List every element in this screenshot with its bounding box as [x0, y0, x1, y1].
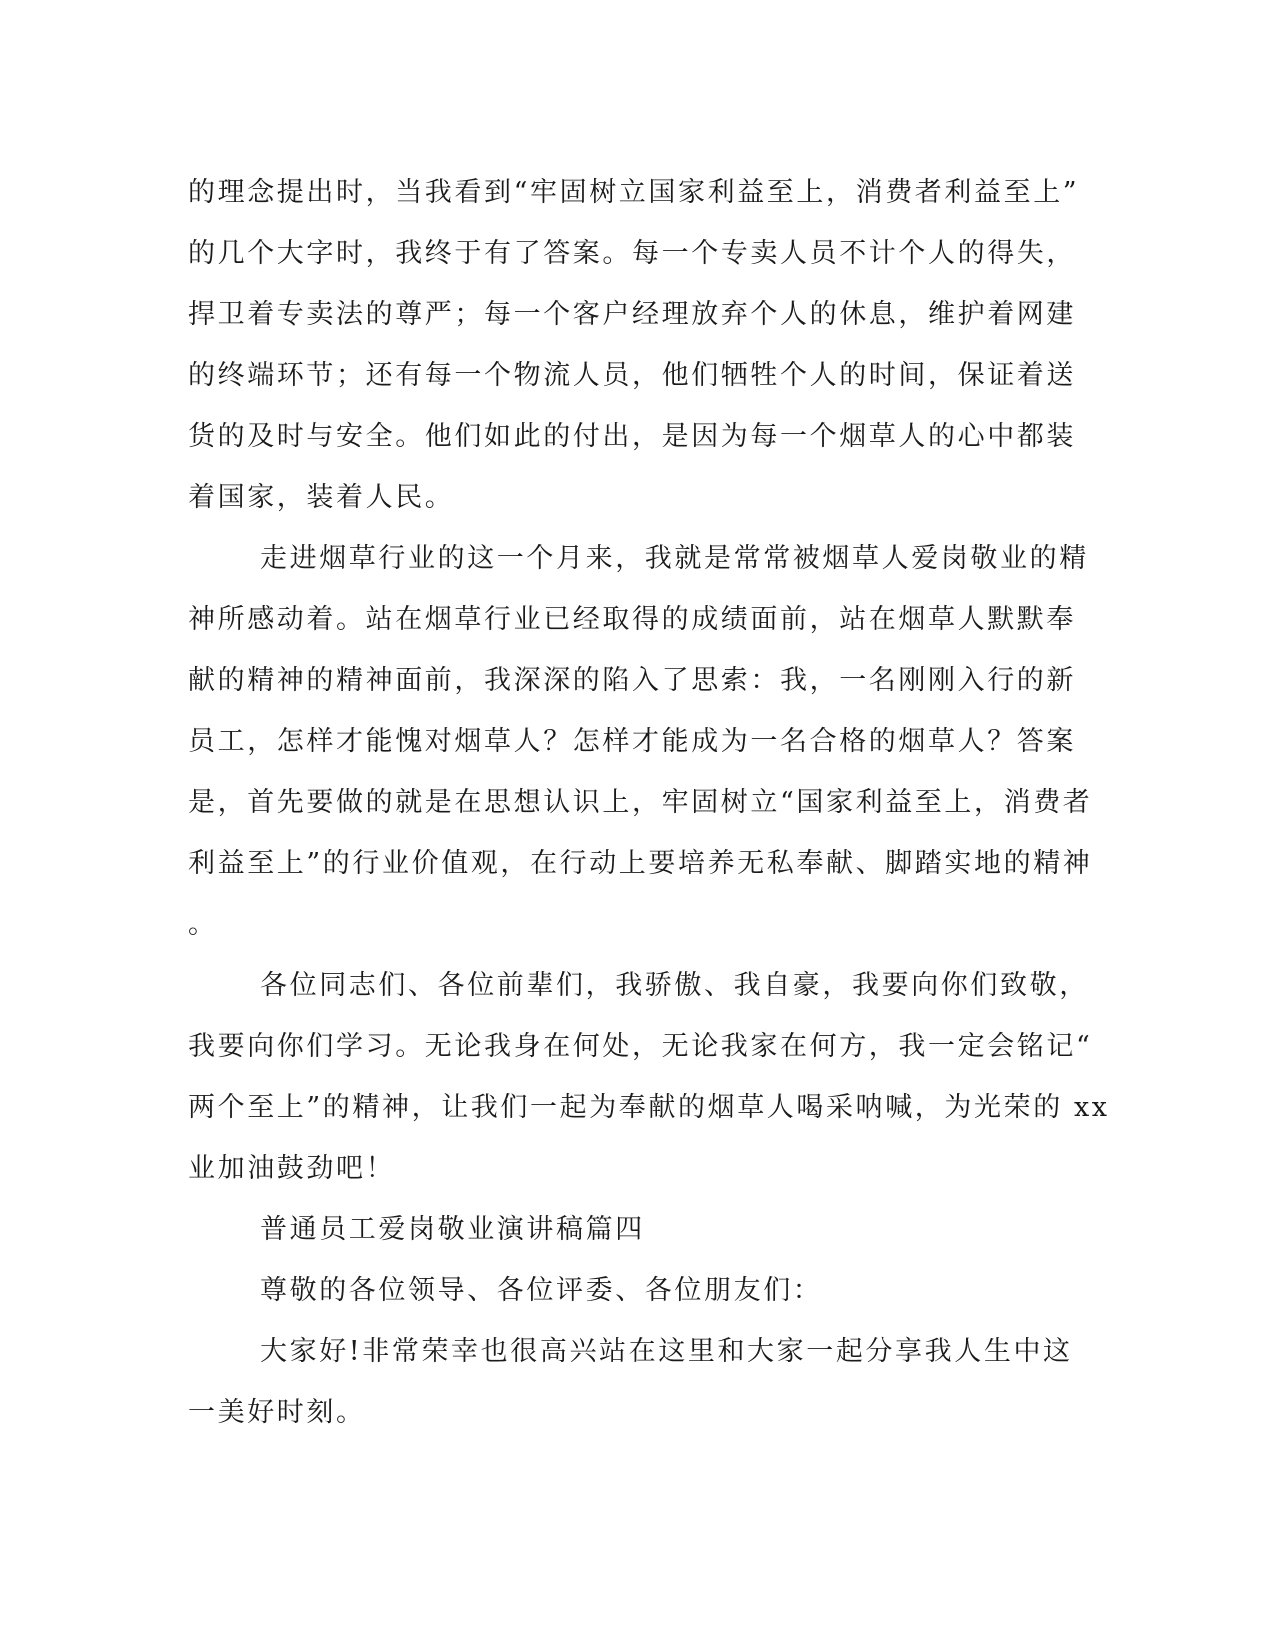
salutation-line: 尊敬的各位领导、各位评委、各位朋友们： [260, 1275, 823, 1306]
text-line: 神所感动着。站在烟草行业已经取得的成绩面前，站在烟草人默默奉 [188, 604, 1076, 635]
text-line: 的终端环节；还有每一个物流人员，他们牺牲个人的时间，保证着送 [188, 360, 1076, 391]
text-line: 利益至上”的行业价值观，在行动上要培养无私奉献、脚踏实地的精神 [188, 848, 1093, 879]
text-line: 着国家，装着人民。 [188, 482, 455, 513]
document-body [188, 162, 1110, 1443]
text-line: 是，首先要做的就是在思想认识上，牢固树立“国家利益至上，消费者 [188, 787, 1093, 818]
text-line: 货的及时与安全。他们如此的付出，是因为每一个烟草人的心中都装 [188, 421, 1076, 452]
text-line: 的理念提出时，当我看到“牢固树立国家利益至上，消费者利益至上” [188, 177, 1080, 208]
text-line: 员工，怎样才能愧对烟草人？怎样才能成为一名合格的烟草人？答案 [188, 726, 1076, 757]
paragraph-start-line: 各位同志们、各位前辈们，我骄傲、我自豪，我要向你们致敬， [260, 970, 1089, 1001]
text-line: 我要向你们学习。无论我身在何处，无论我家在何方，我一定会铭记“ [188, 1031, 1093, 1062]
paragraph-start-line: 大家好!非常荣幸也很高兴站在这里和大家一起分享我人生中这 [260, 1336, 1073, 1367]
text-line: 。 [188, 909, 218, 940]
text-line: 一美好时刻。 [188, 1397, 366, 1428]
section-heading: 普通员工爱岗敬业演讲稿篇四 [260, 1214, 645, 1245]
text-line: 献的精神的精神面前，我深深的陷入了思索：我，一名刚刚入行的新 [188, 665, 1076, 696]
text-line: 两个至上”的精神，让我们一起为奉献的烟草人喝采呐喊，为光荣的 xx [188, 1092, 1110, 1123]
text-line: 业加油鼓劲吧！ [188, 1153, 396, 1184]
text-line: 的几个大字时，我终于有了答案。每一个专卖人员不计个人的得失， [188, 238, 1076, 269]
paragraph-start-line: 走进烟草行业的这一个月来，我就是常常被烟草人爱岗敬业的精 [260, 543, 1089, 574]
text-line: 捍卫着专卖法的尊严；每一个客户经理放弃个人的休息，维护着网建 [188, 299, 1076, 330]
